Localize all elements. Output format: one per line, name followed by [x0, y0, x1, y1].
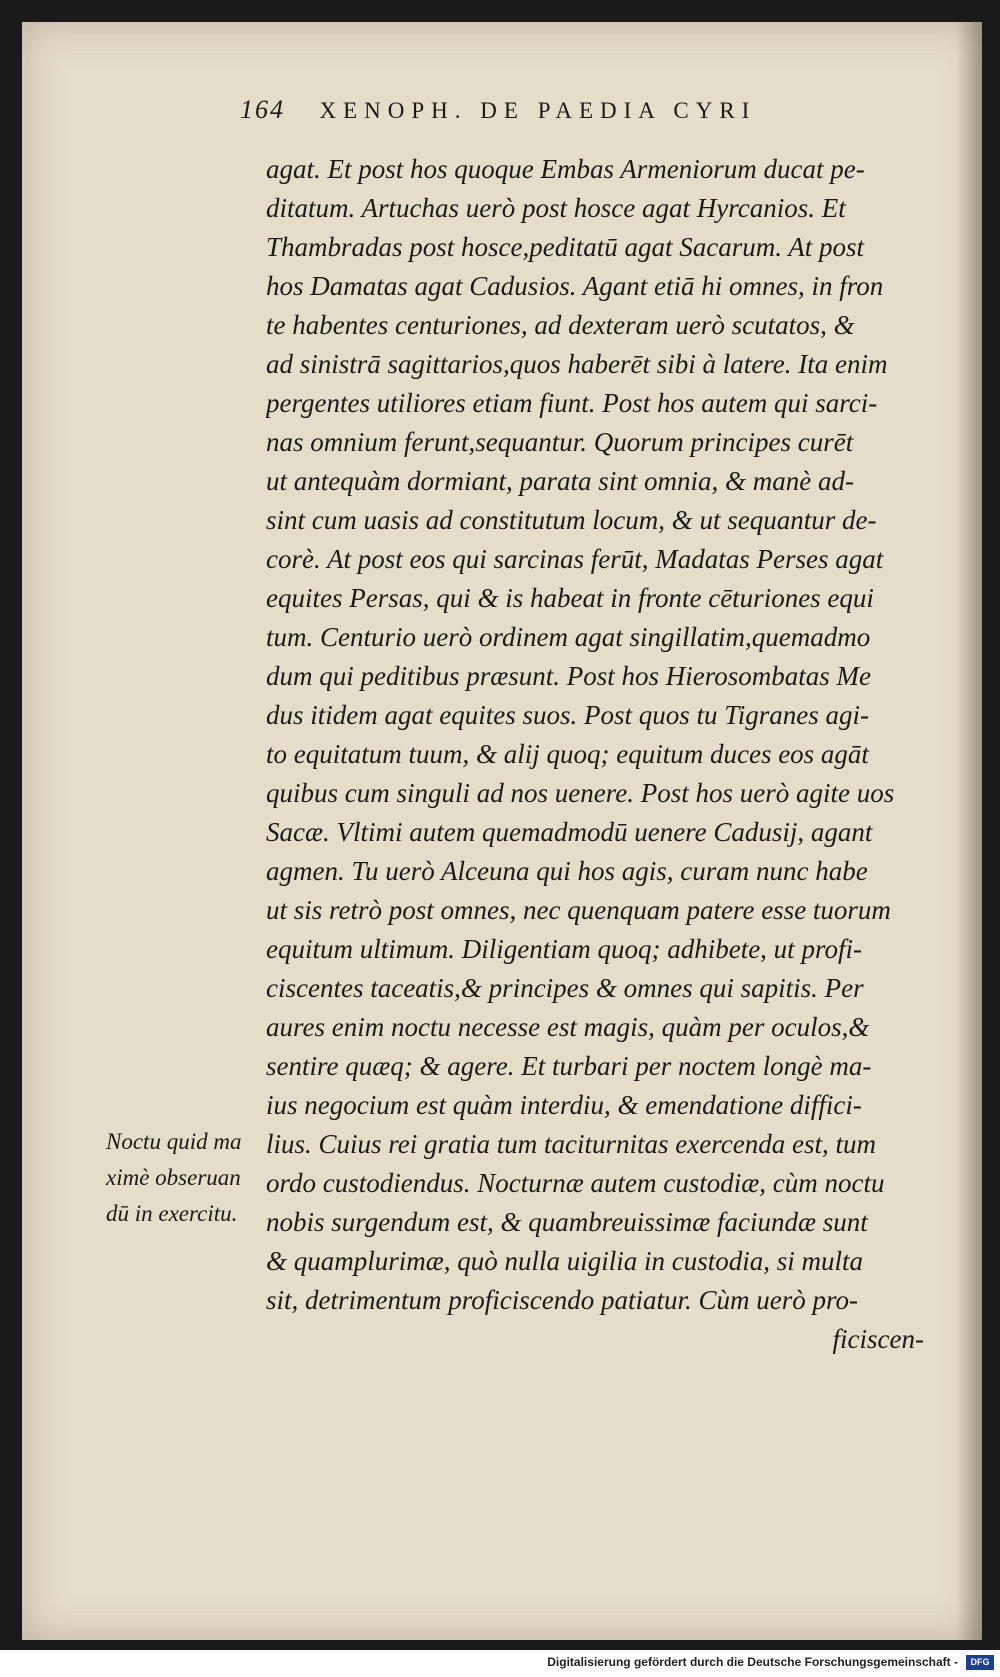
text-line: dum qui peditibus præsunt. Post hos Hierosombatas Me: [266, 661, 872, 691]
page-number: 164: [240, 95, 285, 124]
text-line: equitum ultimum. Diligentiam quoq; adhibete, ut profi-: [266, 934, 862, 964]
text-line: sint cum uasis ad constitutum locum, & ut sequantur de-: [266, 505, 877, 535]
running-title: XENOPH. DE PAEDIA CYRI: [319, 98, 757, 123]
page-gutter-shadow: [956, 22, 982, 1640]
text-line: nas omnium ferunt,sequantur. Quorum principes curēt: [266, 427, 854, 457]
text-line: dus itidem agat equites suos. Post quos tu Tigranes agi-: [266, 700, 870, 730]
text-line: nobis surgendum est, & quambreuissimæ faciundæ sunt: [266, 1207, 868, 1237]
text-line: ad sinistrā sagittarios,quos haberēt sibi à latere. Ita enim: [266, 349, 888, 379]
text-line: hos Damatas agat Cadusios. Agant etiā hi omnes, in fron: [266, 271, 884, 301]
marginal-note-line: dū in exercitu.: [106, 1201, 238, 1226]
text-line: sentire quæq; & agere. Et turbari per noctem longè ma-: [266, 1051, 872, 1081]
running-head: [240, 95, 880, 135]
text-line: corè. At post eos qui sarcinas ferūt, Madatas Perses agat: [266, 544, 884, 574]
marginal-note-line: ximè obseruan: [106, 1165, 241, 1190]
text-line: Sacæ. Vltimi autem quemadmodū uenere Cadusij, agant: [266, 817, 873, 847]
footer-bar: [0, 1650, 1000, 1677]
footer-credit: Digitalisierung gefördert durch die Deutsche Forschungsgemeinschaft -: [547, 1655, 958, 1669]
text-line: ius negocium est quàm interdiu, & emendatione diffici-: [266, 1090, 862, 1120]
text-line: ut sis retrò post omnes, nec quenquam patere esse tuorum: [266, 895, 891, 925]
body-text: [266, 150, 946, 1359]
text-line: agmen. Tu uerò Alceuna qui hos agis, curam nunc habe: [266, 856, 868, 886]
text-line: ciscentes taceatis,& principes & omnes qui sapitis. Per: [266, 973, 864, 1003]
text-line: quibus cum singuli ad nos uenere. Post hos uerò agite uos: [266, 778, 895, 808]
text-line: & quamplurimæ, quò nulla uigilia in custodia, si multa: [266, 1246, 864, 1276]
text-line: ficiscen-: [832, 1324, 924, 1354]
text-line: ordo custodiendus. Nocturnæ autem custodiæ, cùm noctu: [266, 1168, 885, 1198]
text-line: Thambradas post hosce,peditatū agat Sacarum. At post: [266, 232, 865, 262]
text-line: agat. Et post hos quoque Embas Armeniorum ducat pe-: [266, 154, 865, 184]
text-line: equites Persas, qui & is habeat in fronte cēturiones equi: [266, 583, 874, 613]
text-line: te habentes centuriones, ad dexteram uerò scutatos, &: [266, 310, 855, 340]
text-line: lius. Cuius rei gratia tum taciturnitas exercenda est, tum: [266, 1129, 876, 1159]
marginal-note: [106, 1124, 271, 1232]
text-line: ditatum. Artuchas uerò post hosce agat Hyrcanios. Et: [266, 193, 846, 223]
text-line: ut antequàm dormiant, parata sint omnia, & manè ad-: [266, 466, 854, 496]
dfg-logo: DFG: [966, 1655, 994, 1670]
text-line: sit, detrimentum proficiscendo patiatur. Cùm uerò pro-: [266, 1285, 858, 1315]
text-line: aures enim noctu necesse est magis, quàm per oculos,&: [266, 1012, 870, 1042]
text-line: tum. Centurio uerò ordinem agat singillatim,quemadmo: [266, 622, 871, 652]
marginal-note-line: Noctu quid ma: [106, 1129, 242, 1154]
text-line: pergentes utiliores etiam fiunt. Post hos autem qui sarci-: [266, 388, 878, 418]
text-line: to equitatum tuum, & alij quoq; equitum duces eos agāt: [266, 739, 869, 769]
